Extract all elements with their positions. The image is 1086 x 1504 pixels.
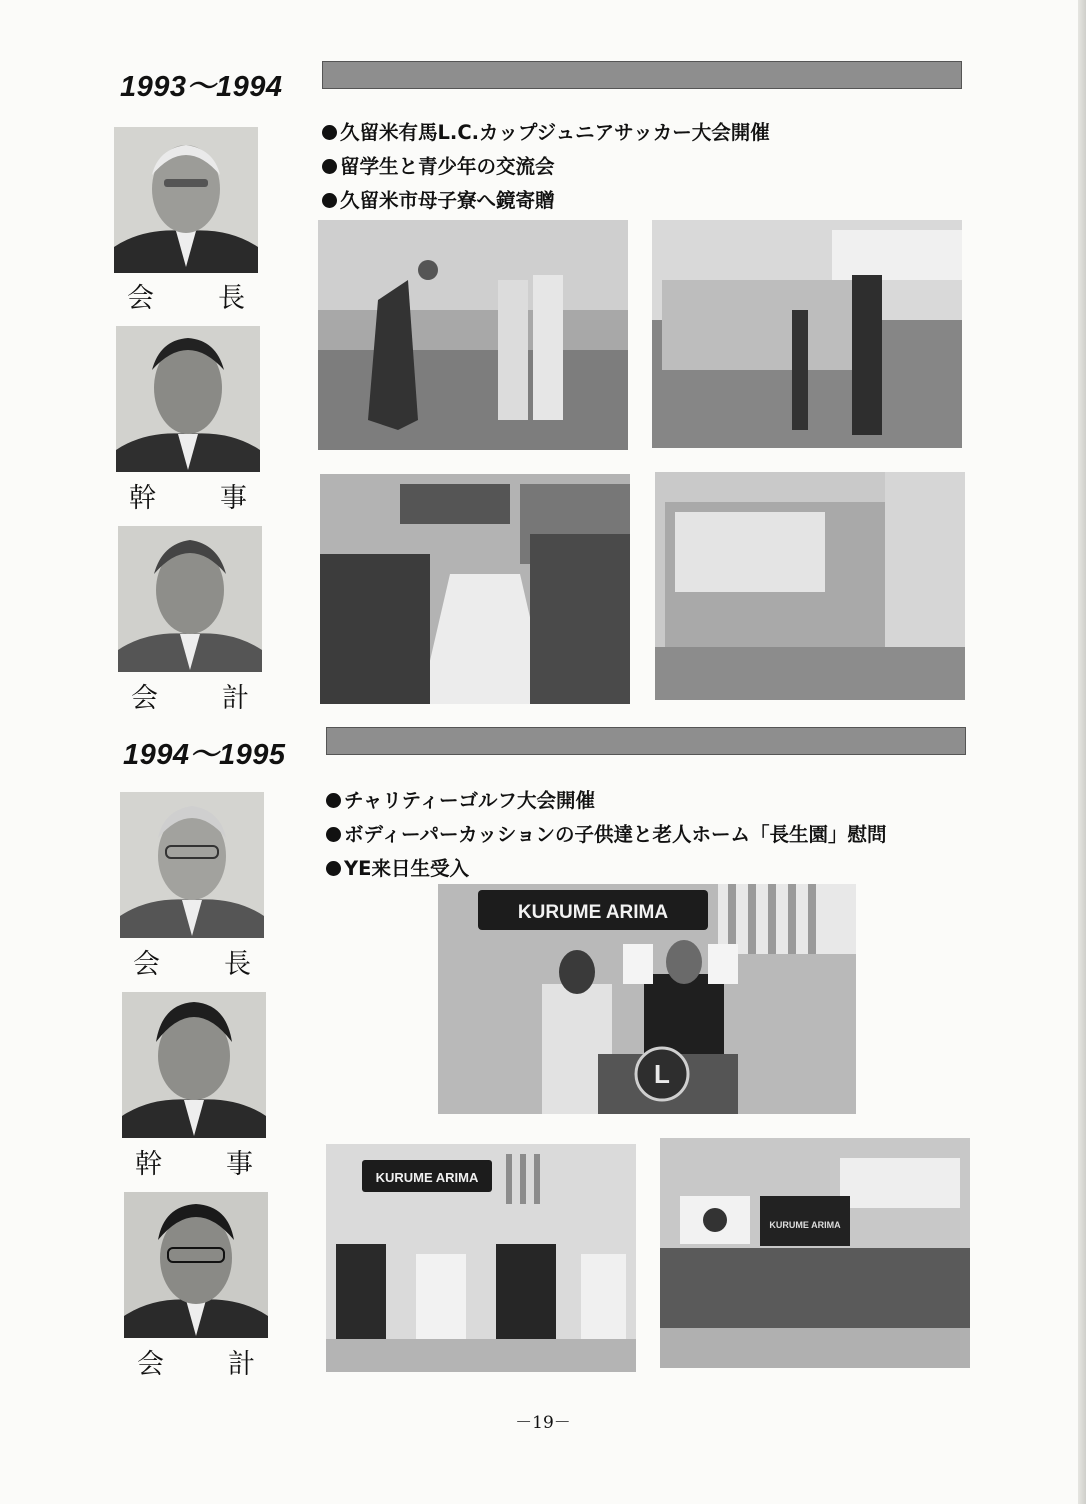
- bullet-icon: [326, 827, 341, 842]
- role-label-secretary: 幹 事: [129, 483, 247, 514]
- portrait-secretary: [116, 326, 260, 472]
- portrait-secretary: [122, 992, 266, 1138]
- role-label-treasurer: 会 計: [131, 683, 249, 714]
- section-year-1994: 1994～1995: [123, 739, 286, 771]
- section-year-1993: 1993～1994: [120, 71, 283, 103]
- portrait-president: [120, 792, 264, 938]
- activity-item: ボディーパーカッションの子供達と老人ホーム「長生園」慰問: [326, 818, 887, 852]
- portrait-treasurer: [124, 1192, 268, 1338]
- activity-list-1994: [326, 784, 887, 886]
- photo-mirror-donation: [655, 472, 965, 700]
- activity-item: チャリティーゴルフ大会開催: [326, 784, 887, 818]
- bullet-icon: [322, 193, 337, 208]
- page-number: －19－: [515, 1413, 571, 1433]
- photo-elderly-home-visit: [660, 1138, 970, 1368]
- bullet-icon: [326, 861, 341, 876]
- section-header-bar: [322, 61, 962, 89]
- role-label-treasurer: 会 計: [137, 1349, 255, 1380]
- portrait-treasurer: [118, 526, 262, 672]
- photo-ye-reception: [438, 884, 856, 1114]
- photo-exchange-meeting: [320, 474, 630, 704]
- banner-kurume-arima-small: KURUME ARIMA: [375, 1170, 479, 1185]
- page-edge: [1078, 0, 1086, 1504]
- activity-item: 久留米有馬L.C.カップジュニアサッカー大会開催: [322, 116, 770, 150]
- portrait-president: [114, 127, 258, 273]
- role-label-secretary: 幹 事: [135, 1149, 253, 1180]
- section-header-bar: [326, 727, 966, 755]
- activity-list-1993: [322, 116, 770, 218]
- bullet-icon: [322, 159, 337, 174]
- banner-kurume-arima: KURUME ARIMA: [517, 902, 669, 923]
- photo-golf-charity: [326, 1144, 636, 1372]
- photo-soccer-award: [318, 220, 628, 450]
- role-label-president: 会 長: [133, 949, 251, 980]
- banner-kurume-arima-stage: KURUME ARIMA: [769, 1220, 841, 1230]
- photo-soccer-team: [652, 220, 962, 448]
- activity-item: 久留米市母子寮へ鏡寄贈: [322, 184, 770, 218]
- lions-emblem: L: [654, 1059, 670, 1089]
- role-label-president: 会 長: [127, 283, 245, 314]
- activity-item: YE来日生受入: [326, 852, 887, 886]
- bullet-icon: [326, 793, 341, 808]
- activity-item: 留学生と青少年の交流会: [322, 150, 770, 184]
- bullet-icon: [322, 125, 337, 140]
